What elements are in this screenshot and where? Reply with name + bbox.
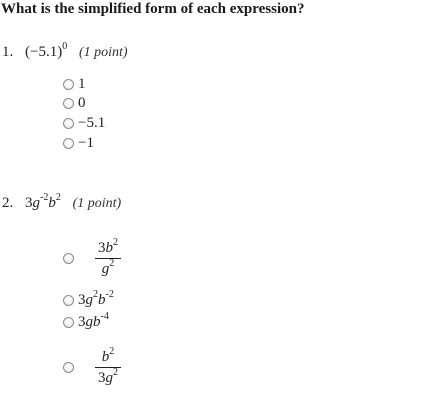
- q1-option-4[interactable]: [63, 135, 94, 152]
- question-number: 1.: [2, 44, 14, 60]
- fraction-denominator: $g^2$: [101, 258, 115, 277]
- fraction-numerator: $b^2$: [101, 346, 115, 365]
- q1-option-3[interactable]: [63, 115, 105, 132]
- question-expression: $3g^{-2}b^2$: [25, 192, 61, 211]
- option-label: −5.1: [78, 115, 106, 131]
- question-expression: $(-5.1)^0$: [25, 41, 68, 60]
- radio-button[interactable]: [63, 317, 74, 328]
- q2-option-4-radio[interactable]: [63, 362, 74, 373]
- option-label: $3g^2b^{-2}$: [78, 289, 114, 308]
- radio-button[interactable]: [63, 98, 74, 109]
- q2-option-3[interactable]: [63, 311, 109, 331]
- question-points: (1 point): [72, 196, 122, 211]
- q2-option-4-fraction: [95, 348, 121, 387]
- option-label: 0: [78, 95, 86, 111]
- question-points: (1 point): [78, 45, 128, 60]
- question-1: [2, 41, 128, 61]
- option-label: 1: [78, 76, 86, 92]
- option-label: $3gb^{-4}$: [78, 311, 109, 330]
- q2-option-1-fraction: [95, 239, 121, 278]
- q1-option-1[interactable]: [63, 76, 86, 93]
- radio-button[interactable]: [63, 118, 74, 129]
- q1-option-2[interactable]: [63, 95, 86, 112]
- radio-button[interactable]: [63, 138, 74, 149]
- option-label: −1: [78, 135, 94, 151]
- fraction-numerator: $3b^2$: [98, 237, 118, 256]
- radio-button[interactable]: [63, 79, 74, 90]
- question-number: 2.: [2, 195, 14, 211]
- question-2: [2, 192, 122, 212]
- q2-option-1-radio[interactable]: [63, 253, 74, 264]
- fraction-denominator: $3g^2$: [98, 367, 118, 386]
- q2-option-2[interactable]: [63, 289, 114, 309]
- page-title: What is the simplified form of each expression?: [1, 1, 305, 17]
- radio-button[interactable]: [63, 295, 74, 306]
- fraction-bar: [95, 258, 121, 259]
